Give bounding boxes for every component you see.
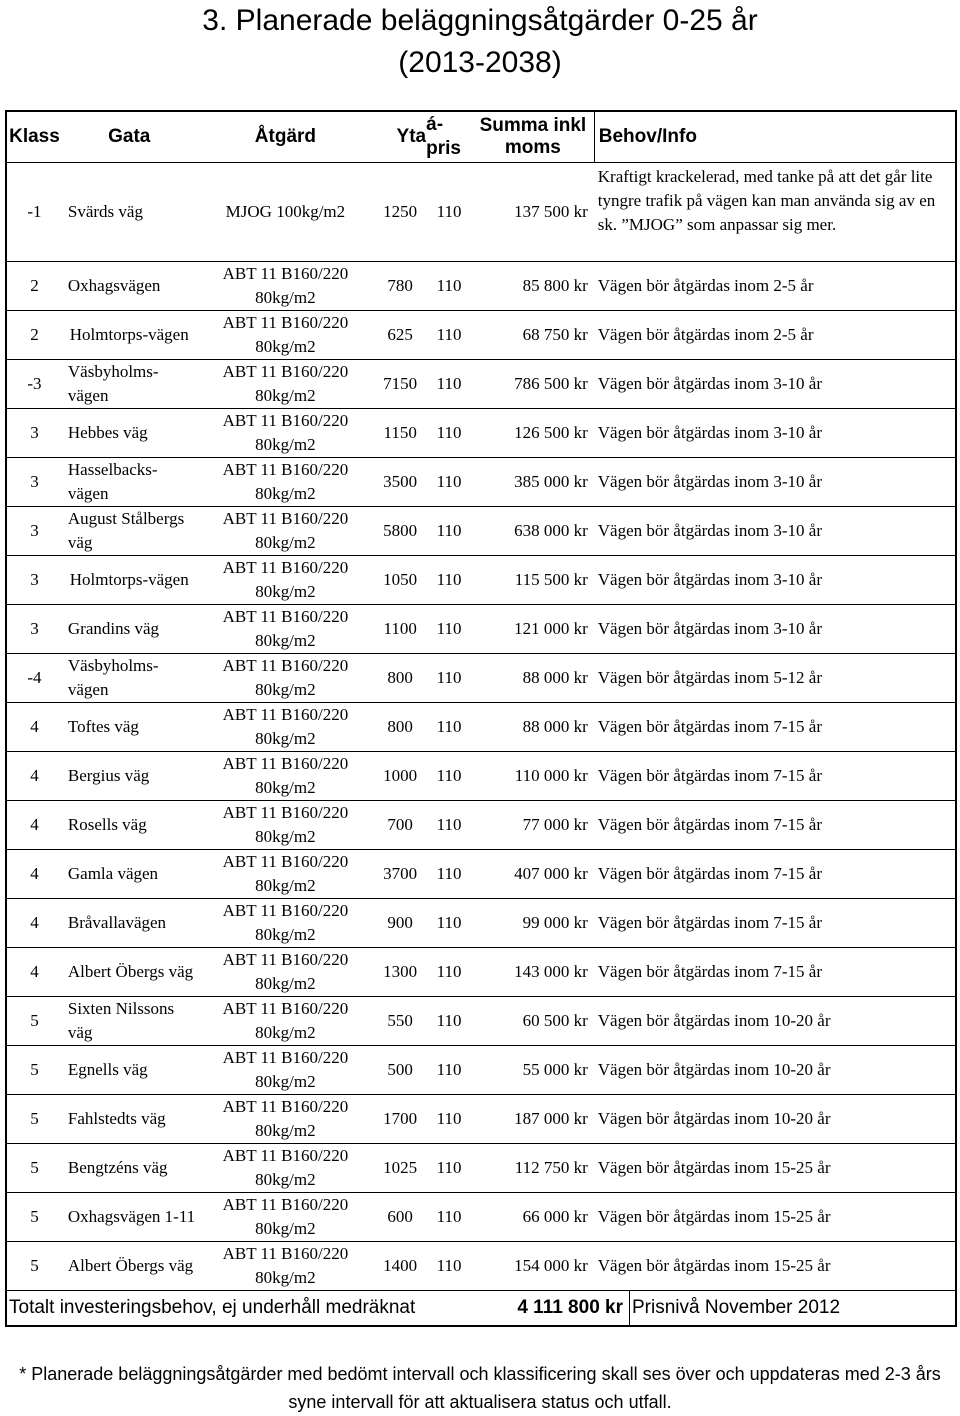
total-sum: 4 111 800 kr (517, 1297, 623, 1318)
plan-table (5, 110, 957, 1327)
cell-atgard: ABT 11 B160/220 80kg/m2 (222, 754, 349, 797)
cell-summa: 88 000 kr (522, 717, 588, 736)
cell-yta: 5800 (383, 521, 418, 540)
cell-atgard: ABT 11 B160/220 80kg/m2 (222, 558, 349, 601)
cell-klass: 5 (30, 1256, 39, 1275)
cell-summa: 786 500 kr (514, 374, 588, 393)
cell-klass: 3 (30, 521, 39, 540)
table-row (7, 703, 955, 752)
cell-klass: 5 (30, 1060, 39, 1079)
table-row (7, 458, 955, 507)
cell-summa: 66 000 kr (522, 1207, 588, 1226)
cell-gata: Egnells väg (67, 1060, 148, 1079)
cell-yta: 3500 (383, 472, 418, 491)
table-row (7, 163, 955, 262)
cell-atgard: ABT 11 B160/220 80kg/m2 (222, 1048, 349, 1091)
cell-yta: 780 (387, 276, 413, 295)
cell-summa: 99 000 kr (522, 913, 588, 932)
cell-klass: 4 (30, 962, 39, 981)
table-row (7, 507, 955, 556)
cell-gata: Holmtorps-vägen (69, 570, 189, 589)
cell-pris: 110 (436, 913, 462, 932)
cell-atgard: ABT 11 B160/220 80kg/m2 (222, 852, 349, 895)
cell-pris: 110 (436, 864, 462, 883)
table-row (7, 850, 955, 899)
cell-summa: 154 000 kr (514, 1256, 588, 1275)
cell-atgard: ABT 11 B160/220 80kg/m2 (222, 460, 349, 503)
cell-gata: Väsbyholms-vägen (67, 362, 159, 405)
cell-pris: 110 (436, 521, 462, 540)
cell-atgard: ABT 11 B160/220 80kg/m2 (222, 1097, 349, 1140)
total-info: Prisnivå November 2012 (629, 1291, 955, 1325)
table-row (7, 311, 955, 360)
cell-info: Vägen bör åtgärdas inom 3-10 år (597, 472, 822, 491)
cell-klass: 3 (30, 472, 39, 491)
cell-klass: 5 (30, 1158, 39, 1177)
cell-gata: Albert Öbergs väg (67, 962, 194, 981)
cell-atgard: ABT 11 B160/220 80kg/m2 (222, 803, 349, 846)
cell-yta: 1150 (383, 423, 417, 442)
cell-klass: 2 (30, 325, 39, 344)
cell-atgard: ABT 11 B160/220 80kg/m2 (222, 901, 349, 944)
cell-pris: 110 (436, 202, 462, 221)
cell-pris: 110 (436, 423, 462, 442)
cell-info: Vägen bör åtgärdas inom 10-20 år (597, 1011, 831, 1030)
header-gata: Gata (108, 126, 151, 147)
cell-info: Vägen bör åtgärdas inom 15-25 år (597, 1158, 831, 1177)
cell-klass: 4 (30, 913, 39, 932)
cell-gata: Hasselbacks-vägen (67, 460, 158, 503)
table-row (7, 1242, 955, 1291)
table-row (7, 899, 955, 948)
cell-summa: 638 000 kr (514, 521, 588, 540)
table-row (7, 801, 955, 850)
cell-klass: 4 (30, 864, 39, 883)
page-title (0, 0, 960, 84)
cell-info: Vägen bör åtgärdas inom 7-15 år (597, 864, 822, 883)
cell-atgard: ABT 11 B160/220 80kg/m2 (222, 264, 349, 307)
cell-yta: 800 (387, 717, 413, 736)
cell-summa: 60 500 kr (522, 1011, 588, 1030)
table-row (7, 752, 955, 801)
cell-pris: 110 (436, 766, 462, 785)
cell-yta: 700 (387, 815, 413, 834)
table-row (7, 1095, 955, 1144)
table-row (7, 605, 955, 654)
cell-pris: 110 (436, 276, 462, 295)
cell-yta: 1025 (383, 1158, 418, 1177)
cell-atgard: ABT 11 B160/220 80kg/m2 (222, 950, 349, 993)
cell-summa: 126 500 kr (514, 423, 588, 442)
cell-atgard: ABT 11 B160/220 80kg/m2 (222, 999, 349, 1042)
cell-summa: 88 000 kr (522, 668, 588, 687)
cell-pris: 110 (436, 1109, 462, 1128)
header-klass: Klass (9, 126, 60, 147)
cell-atgard: ABT 11 B160/220 80kg/m2 (222, 411, 349, 454)
cell-yta: 500 (387, 1060, 413, 1079)
cell-pris: 110 (436, 1158, 462, 1177)
cell-yta: 800 (387, 668, 413, 687)
cell-summa: 68 750 kr (522, 325, 588, 344)
page-title-line1: 3. Planerade beläggningsåtgärder 0-25 år (202, 4, 758, 37)
cell-klass: 4 (30, 815, 39, 834)
cell-klass: 5 (30, 1109, 39, 1128)
cell-klass: 5 (30, 1011, 39, 1030)
cell-yta: 550 (387, 1011, 413, 1030)
cell-info: Vägen bör åtgärdas inom 3-10 år (597, 619, 822, 638)
cell-atgard: ABT 11 B160/220 80kg/m2 (222, 362, 349, 405)
header-atgard: Åtgärd (254, 126, 317, 147)
cell-pris: 110 (436, 962, 462, 981)
cell-gata: Bråvallavägen (67, 913, 167, 932)
total-label: Totalt investeringsbehov, ej underhåll medräknat (9, 1297, 416, 1318)
cell-info: Vägen bör åtgärdas inom 2-5 år (597, 276, 814, 295)
table-row (7, 360, 955, 409)
cell-yta: 1100 (383, 619, 417, 638)
cell-atgard: ABT 11 B160/220 80kg/m2 (222, 1146, 349, 1189)
cell-yta: 1050 (383, 570, 418, 589)
cell-pris: 110 (436, 668, 462, 687)
header-yta: Yta (396, 126, 427, 147)
cell-atgard: ABT 11 B160/220 80kg/m2 (222, 313, 349, 356)
cell-pris: 110 (436, 717, 462, 736)
table-row (7, 1193, 955, 1242)
cell-gata: Oxhagsvägen 1-11 (67, 1207, 196, 1226)
cell-pris: 110 (436, 1011, 462, 1030)
cell-summa: 55 000 kr (522, 1060, 588, 1079)
cell-klass: 3 (30, 619, 39, 638)
cell-gata: Fahlstedts väg (67, 1109, 166, 1128)
cell-gata: Svärds väg (67, 202, 143, 221)
table-row (7, 262, 955, 311)
cell-info: Vägen bör åtgärdas inom 7-15 år (597, 962, 822, 981)
cell-summa: 112 750 kr (514, 1158, 588, 1177)
cell-yta: 1400 (383, 1256, 418, 1275)
cell-summa: 85 800 kr (522, 276, 588, 295)
header-info: Behov/Info (594, 112, 955, 162)
table-row (7, 1144, 955, 1193)
cell-atgard: ABT 11 B160/220 80kg/m2 (222, 509, 349, 552)
cell-info: Vägen bör åtgärdas inom 3-10 år (597, 423, 822, 442)
cell-gata: Toftes väg (67, 717, 139, 736)
page-title-line2: (2013-2038) (398, 46, 562, 79)
cell-pris: 110 (436, 619, 462, 638)
cell-yta: 600 (387, 1207, 413, 1226)
cell-pris: 110 (436, 1060, 462, 1079)
header-pris: á-pris (426, 114, 461, 159)
cell-summa: 137 500 kr (514, 202, 588, 221)
cell-pris: 110 (436, 570, 462, 589)
footnote: * Planerade beläggningsåtgärder med bedömt intervall och klassificering skall ses över och uppdateras med 2-3 års syne intervall för att aktualisera status och utfall. (19, 1364, 941, 1412)
cell-atgard: ABT 11 B160/220 80kg/m2 (222, 656, 349, 699)
header-summa: Summa inkl moms (479, 115, 587, 158)
cell-gata: Albert Öbergs väg (67, 1256, 194, 1275)
table-row (7, 556, 955, 605)
cell-yta: 625 (387, 325, 413, 344)
table-row (7, 948, 955, 997)
cell-yta: 1000 (383, 766, 418, 785)
cell-info: Vägen bör åtgärdas inom 10-20 år (597, 1109, 831, 1128)
cell-summa: 77 000 kr (522, 815, 588, 834)
table-header-row (7, 112, 955, 163)
cell-summa: 121 000 kr (514, 619, 588, 638)
cell-summa: 110 000 kr (514, 766, 588, 785)
cell-info: Vägen bör åtgärdas inom 3-10 år (597, 521, 822, 540)
cell-info: Vägen bör åtgärdas inom 15-25 år (597, 1207, 831, 1226)
cell-yta: 3700 (383, 864, 418, 883)
cell-gata: Holmtorps-vägen (69, 325, 189, 344)
cell-atgard: ABT 11 B160/220 80kg/m2 (222, 705, 349, 748)
cell-gata: Grandins väg (67, 619, 159, 638)
cell-klass: 4 (30, 717, 39, 736)
cell-atgard: MJOG 100kg/m2 (225, 202, 346, 221)
cell-gata: August Stålbergs väg (67, 509, 185, 552)
cell-gata: Sixten Nilssons väg (67, 999, 175, 1042)
cell-atgard: ABT 11 B160/220 80kg/m2 (222, 1195, 349, 1238)
cell-yta: 1700 (383, 1109, 418, 1128)
cell-klass: -4 (27, 668, 42, 687)
cell-pris: 110 (436, 1207, 462, 1226)
cell-summa: 407 000 kr (514, 864, 588, 883)
cell-atgard: ABT 11 B160/220 80kg/m2 (222, 1244, 349, 1287)
cell-gata: Bergius väg (67, 766, 150, 785)
cell-info: Vägen bör åtgärdas inom 7-15 år (597, 766, 822, 785)
cell-summa: 385 000 kr (514, 472, 588, 491)
cell-gata: Rosells väg (67, 815, 147, 834)
cell-info: Vägen bör åtgärdas inom 5-12 år (597, 668, 822, 687)
cell-pris: 110 (436, 325, 462, 344)
cell-info: Vägen bör åtgärdas inom 2-5 år (597, 325, 814, 344)
cell-info: Vägen bör åtgärdas inom 3-10 år (597, 374, 822, 393)
cell-klass: 3 (30, 570, 39, 589)
cell-pris: 110 (436, 1256, 462, 1275)
table-row (7, 409, 955, 458)
cell-pris: 110 (436, 472, 462, 491)
cell-yta: 1250 (383, 202, 418, 221)
cell-pris: 110 (436, 374, 462, 393)
cell-klass: -3 (27, 374, 42, 393)
cell-summa: 115 500 kr (514, 570, 588, 589)
cell-yta: 1300 (383, 962, 418, 981)
cell-info: Vägen bör åtgärdas inom 7-15 år (597, 815, 822, 834)
cell-gata: Gamla vägen (67, 864, 159, 883)
cell-gata: Oxhagsvägen (67, 276, 161, 295)
table-row (7, 654, 955, 703)
cell-info: Vägen bör åtgärdas inom 15-25 år (597, 1256, 831, 1275)
cell-info: Kraftigt krackelerad, med tanke på att det går lite tyngre trafik på vägen kan man använda sig av en sk. ”MJOG” som anpassar sig mer. (597, 167, 936, 234)
cell-atgard: ABT 11 B160/220 80kg/m2 (222, 607, 349, 650)
cell-info: Vägen bör åtgärdas inom 7-15 år (597, 913, 822, 932)
table-body (7, 163, 955, 1291)
table-row (7, 1046, 955, 1095)
cell-summa: 143 000 kr (514, 962, 588, 981)
cell-info: Vägen bör åtgärdas inom 3-10 år (597, 570, 823, 589)
cell-gata: Bengtzéns väg (67, 1158, 168, 1177)
cell-klass: 2 (30, 276, 39, 295)
total-row (7, 1291, 955, 1325)
cell-yta: 900 (387, 913, 413, 932)
cell-klass: -1 (27, 202, 42, 221)
table-row (7, 997, 955, 1046)
cell-gata: Väsbyholms-vägen (67, 656, 159, 699)
cell-gata: Hebbes väg (67, 423, 148, 442)
cell-klass: 3 (30, 423, 39, 442)
cell-summa: 187 000 kr (514, 1109, 588, 1128)
cell-pris: 110 (436, 815, 462, 834)
cell-info: Vägen bör åtgärdas inom 10-20 år (597, 1060, 831, 1079)
cell-klass: 4 (30, 766, 39, 785)
cell-info: Vägen bör åtgärdas inom 7-15 år (597, 717, 822, 736)
cell-yta: 7150 (383, 374, 418, 393)
cell-klass: 5 (30, 1207, 39, 1226)
